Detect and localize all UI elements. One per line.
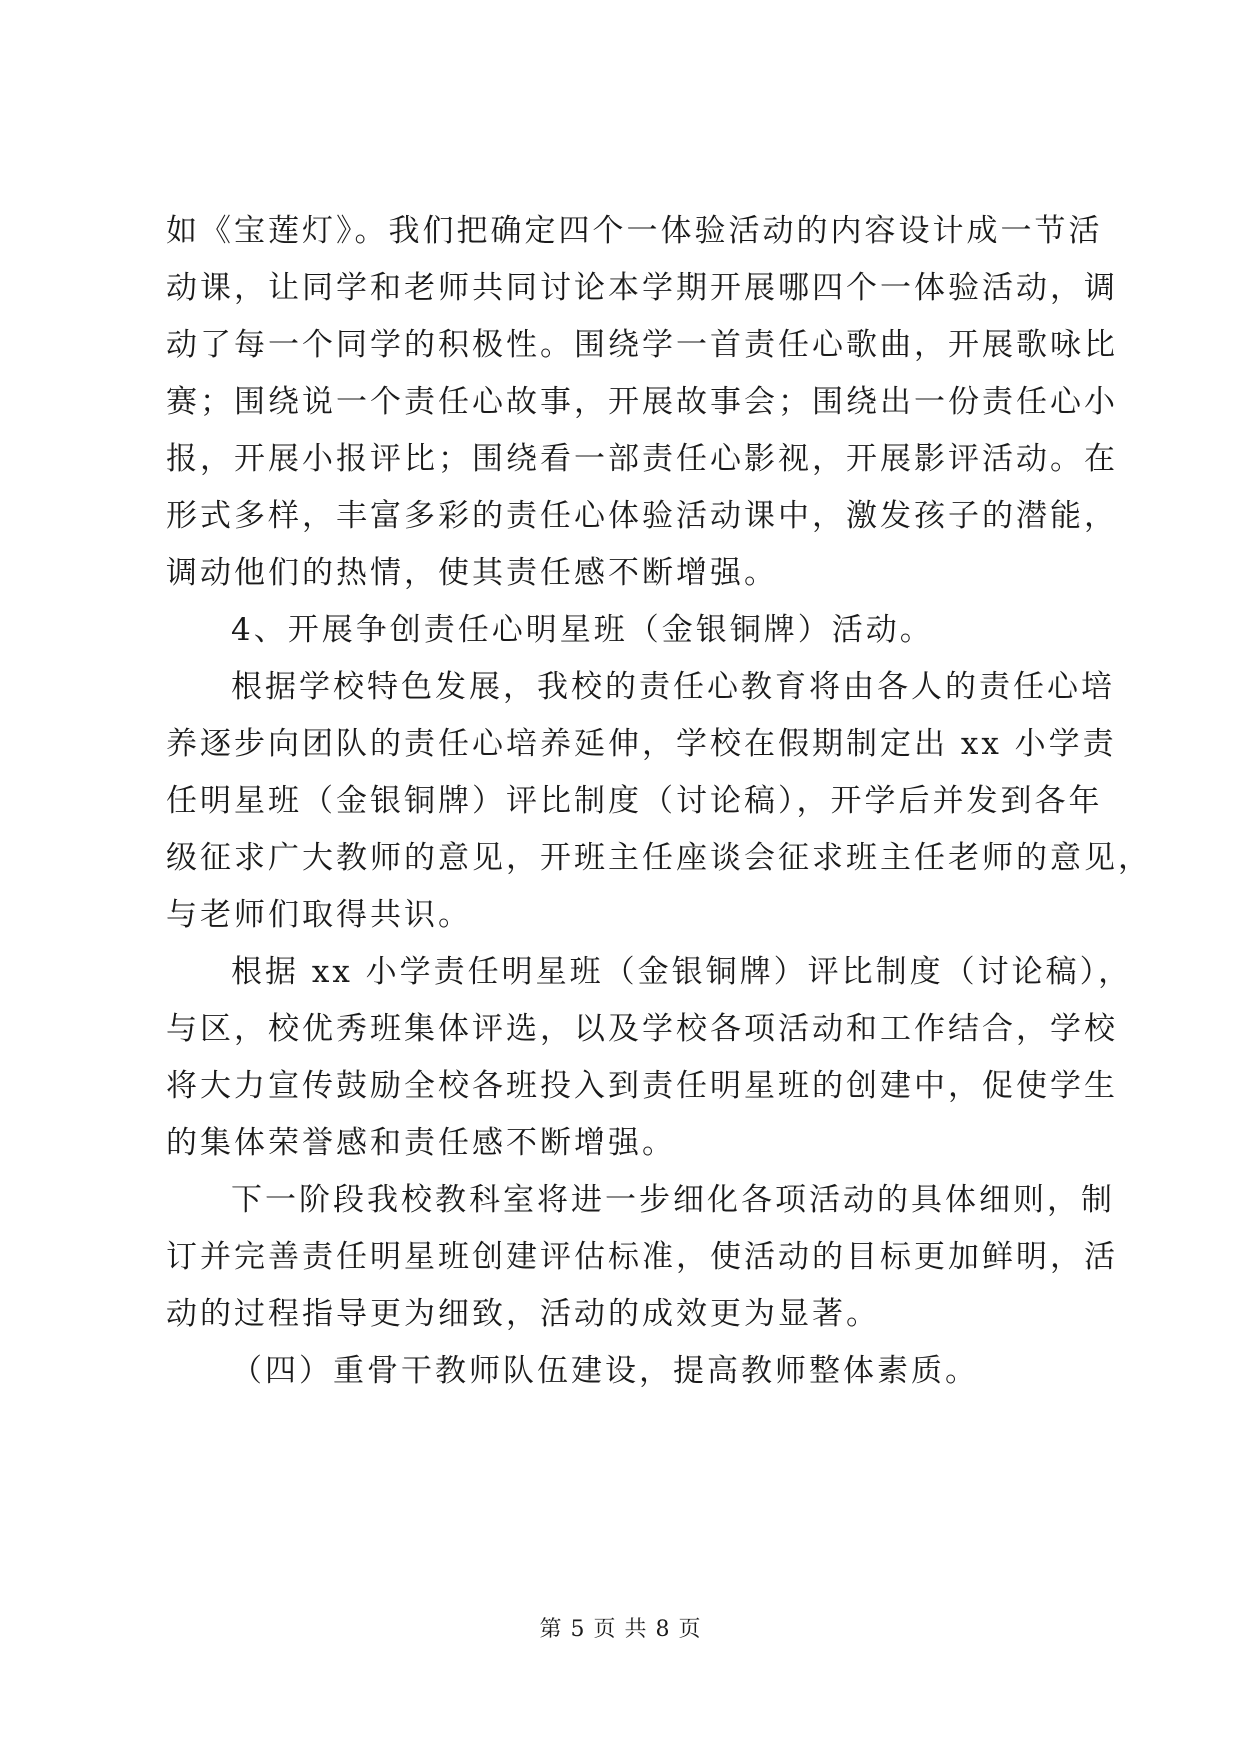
paragraph-line: 调动他们的热情，使其责任感不断增强。	[166, 555, 778, 591]
paragraph-line: 任明星班（金银铜牌）评比制度（讨论稿），开学后并发到各年	[166, 783, 1103, 819]
paragraph-line: 动了每一个同学的积极性。围绕学一首责任心歌曲，开展歌咏比	[166, 327, 1118, 363]
paragraph-line: 将大力宣传鼓励全校各班投入到责任明星班的创建中，促使学生	[166, 1068, 1118, 1104]
paragraph-line: 与老师们取得共识。	[166, 897, 472, 933]
paragraph-line: 的集体荣誉感和责任感不断增强。	[166, 1125, 676, 1161]
paragraph-line: 订并完善责任明星班创建评估标准，使活动的目标更加鲜明，活	[166, 1239, 1118, 1275]
paragraph-line: 形式多样，丰富多彩的责任心体验活动课中，激发孩子的潜能，	[166, 498, 1118, 534]
paragraph-line: 赛；围绕说一个责任心故事，开展故事会；围绕出一份责任心小	[166, 384, 1118, 420]
paragraph-line: 报，开展小报评比；围绕看一部责任心影视，开展影评活动。在	[166, 441, 1118, 477]
paragraph-line: 下一阶段我校教科室将进一步细化各项活动的具体细则，制	[231, 1182, 1115, 1218]
paragraph-line: 动课，让同学和老师共同讨论本学期开展哪四个一体验活动，调	[166, 270, 1118, 306]
section-heading: 4、开展争创责任心明星班（金银铜牌）活动。	[231, 612, 934, 648]
section-heading: （四）重骨干教师队伍建设，提高教师整体素质。	[231, 1353, 979, 1389]
paragraph-line: 养逐步向团队的责任心培养延伸，学校在假期制定出 xx 小学责	[166, 726, 1117, 762]
paragraph-line: 根据学校特色发展，我校的责任心教育将由各人的责任心培	[231, 669, 1115, 705]
paragraph-line: 与区，校优秀班集体评选，以及学校各项活动和工作结合，学校	[166, 1011, 1118, 1047]
page-number-footer: 第 5 页 共 8 页	[539, 1617, 702, 1642]
paragraph-line: 动的过程指导更为细致，活动的成效更为显著。	[166, 1296, 880, 1332]
paragraph-line: 如《宝莲灯》。我们把确定四个一体验活动的内容设计成一节活	[166, 213, 1103, 249]
paragraph-line: 根据 xx 小学责任明星班（金银铜牌）评比制度（讨论稿），	[231, 954, 1133, 990]
paragraph-line: 级征求广大教师的意见，开班主任座谈会征求班主任老师的意见，	[166, 840, 1152, 876]
